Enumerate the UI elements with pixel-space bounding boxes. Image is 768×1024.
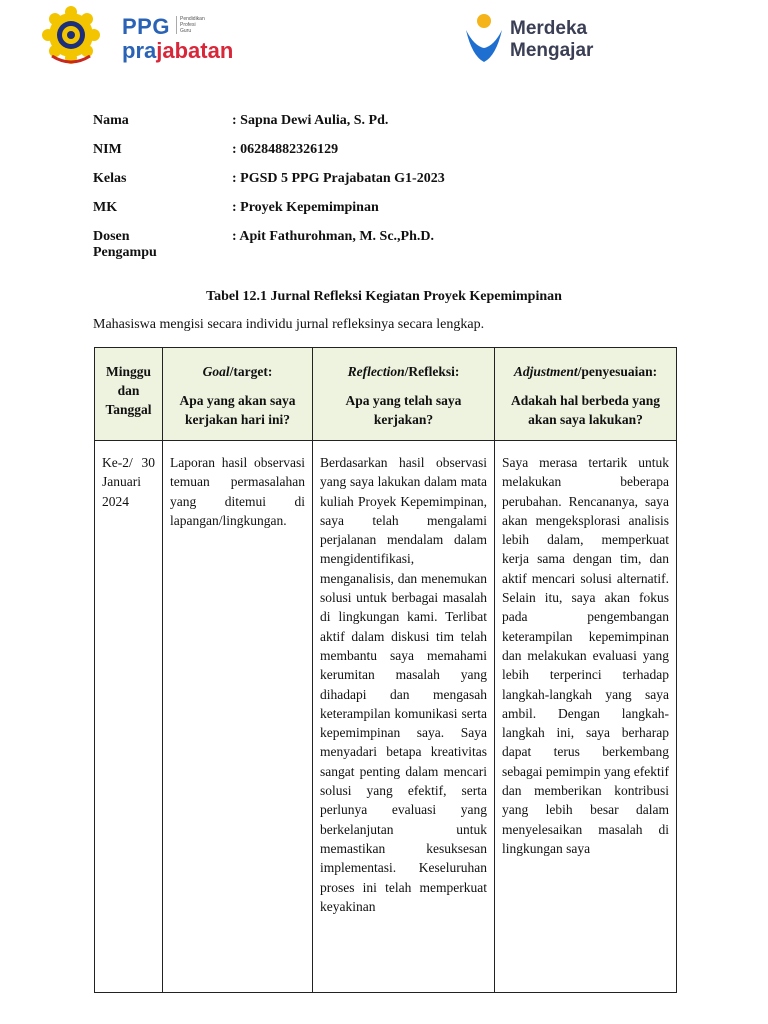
ppg-prajabatan-logo (122, 12, 262, 66)
merdeka-mengajar-text: Merdeka Mengajar (510, 18, 594, 61)
info-value: : 06284882326129 (232, 142, 339, 157)
header-goal-question: Apa yang akan saya kerjakan hari ini? (179, 393, 296, 427)
info-value: : Apit Fathurohman, M. Sc.,Ph.D. (232, 229, 434, 244)
ppg-logo-line1: PPG (122, 14, 170, 39)
header-week-date: Minggu dan Tanggal (95, 348, 163, 441)
info-value: : PGSD 5 PPG Prajabatan G1-2023 (232, 171, 445, 186)
header-reflection: Reflection/Refleksi: Apa yang telah saya kerjakan? (313, 348, 495, 441)
intro-text: Mahasiswa mengisi secara individu jurnal refleksinya secara lengkap. (93, 317, 485, 332)
ppg-logo-line2: prajabatan (122, 38, 234, 63)
table-row (95, 441, 677, 993)
info-value: : Proyek Kepemimpinan (232, 200, 379, 215)
ppg-logo-small-text: Pendidikan Profesi Guru (176, 16, 205, 34)
table-header-row (95, 348, 677, 441)
header-reflection-question: Apa yang telah saya kerjakan? (345, 393, 462, 427)
header-goal: Goal/target: Apa yang akan saya kerjakan hari ini? (163, 348, 313, 441)
info-label: Kelas (93, 171, 127, 186)
merdeka-mengajar-logo (462, 12, 622, 66)
merdeka-mengajar-icon (462, 12, 506, 66)
cell-date: Ke-2/ 30 Januari 2024 (95, 441, 163, 993)
cell-goal: Laporan hasil observasi temuan permasalahan yang ditemui di lapangan/lingkungan. (163, 441, 313, 993)
cell-adjustment: Saya merasa tertarik untuk melakukan beberapa perubahan. Rencananya, saya akan mengeksplorasi analisis lebih dalam, memperkuat kerja sama dengan tim, dan aktif mencari solusi alternatif. Selain itu, saya akan fokus pada pengembangan keterampilan kepemimpinan dan melakukan evaluasi yang lebih terperinci terhadap langkah-langkah yang saya ambil. Dengan langkah-langkah ini, saya berharap dapat terus berkembang sebagai pemimpin yang efektif dan memberikan kontribusi yang lebih besar dalam menyelesaikan masalah di lingkungan saya (495, 441, 677, 993)
table-caption: Tabel 12.1 Jurnal Refleksi Kegiatan Proyek Kepemimpinan (206, 289, 562, 304)
header-adjustment: Adjustment/penyesuaian: Adakah hal berbeda yang akan saya lakukan? (495, 348, 677, 441)
header-adjustment-question: Adakah hal berbeda yang akan saya lakukan? (511, 393, 660, 427)
reflection-journal-table (94, 347, 677, 993)
info-label: MK (93, 200, 118, 215)
cell-reflection: Berdasarkan hasil observasi yang saya lakukan dalam mata kuliah Proyek Kepemimpinan, saya telah mengalami perjalanan mendalam dalam mengidentifikasi, menganalisis, dan menemukan solusi untuk berbagai masalah di lingkungan kami. Terlibat aktif dalam diskusi tim telah membantu saya memahami kerumitan masalah yang dihadapi dan mengasah keterampilan komunikasi serta kepemimpinan saya. Saya menyadari betapa kreativitas sangat penting dalam mencari solusi yang efektif, serta perlunya evaluasi yang berkelanjutan untuk memastikan kesuksesan implementasi. Keseluruhan proses ini telah memperkuat keyakinan (313, 441, 495, 993)
info-label: NIM (93, 142, 122, 157)
info-value: : Sapna Dewi Aulia, S. Pd. (232, 113, 389, 128)
info-label: Nama (93, 113, 129, 128)
university-seal-logo (42, 6, 100, 64)
info-label: Dosen Pengampu (93, 229, 157, 260)
header-logos (0, 0, 768, 90)
